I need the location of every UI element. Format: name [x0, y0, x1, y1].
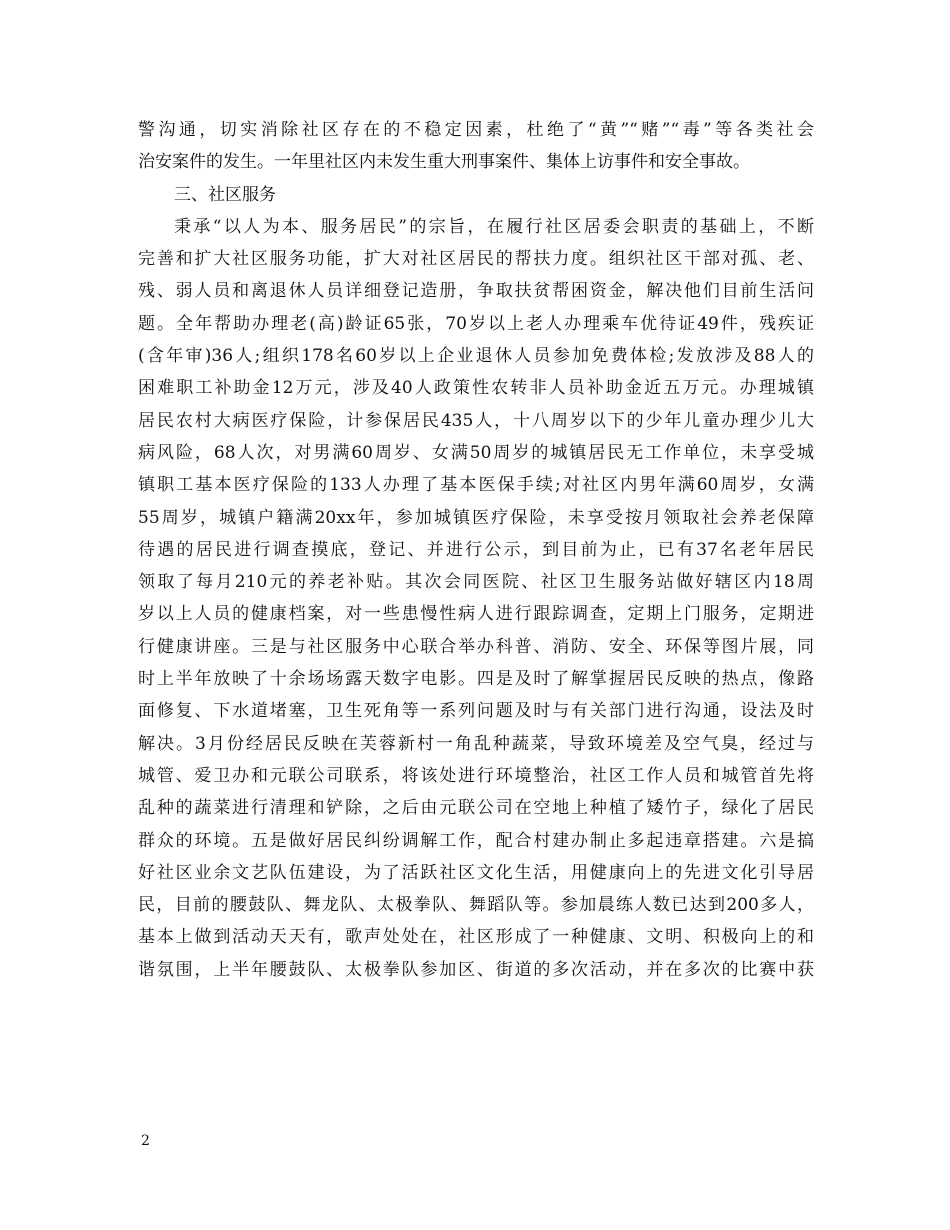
text-line: 基本上做到活动天天有，歌声处处在，社区形成了一种健康、文明、积极向上的和: [138, 927, 814, 948]
text-line: 残、弱人员和离退休人员详细登记造册，争取扶贫帮困资金，解决他们目前生活问: [138, 281, 814, 302]
text-line: 治安案件的发生。一年里社区内未发生重大刑事案件、集体上访事件和安全事故。: [138, 152, 750, 173]
text-line: 警沟通，切实消除社区存在的不稳定因素，杜绝了“黄”“赌”“毒”等各类社会: [138, 120, 814, 140]
text-line: 病风险，68人次，对男满60周岁、女满50周岁的城镇居民无工作单位，未享受城: [138, 442, 814, 463]
text-line: 城管、爱卫办和元联公司联系，将该处进行环境整治，社区工作人员和城管首先将: [138, 765, 814, 786]
text-line: 时上半年放映了十余场场露天数字电影。四是及时了解掌握居民反映的热点，像路: [138, 669, 814, 690]
text-line: (含年审)36人;组织178名60岁以上企业退休人员参加免费体检;发放涉及88人的: [138, 346, 814, 367]
text-line: 谐氛围，上半年腰鼓队、太极拳队参加区、街道的多次活动，并在多次的比赛中获: [138, 959, 814, 980]
text-line: 乱种的蔬菜进行清理和铲除，之后由元联公司在空地上种植了矮竹子，绿化了居民: [138, 798, 814, 819]
text-line: 好社区业余文艺队伍建设，为了活跃社区文化生活，用健康向上的先进文化引导居: [138, 862, 814, 883]
text-line: 题。全年帮助办理老(高)龄证65张，70岁以上老人办理乘车优待证49件，残疾证: [138, 313, 814, 334]
text-line: 解决。3月份经居民反映在芙蓉新村一角乱种蔬菜，导致环境差及空气臭，经过与: [138, 733, 814, 754]
text-line: 居民农村大病医疗保险，计参保居民435人，十八周岁以下的少年儿童办理少儿大: [138, 410, 814, 431]
text-line: 民，目前的腰鼓队、舞龙队、太极拳队、舞蹈队等。参加晨练人数已达到200多人，: [138, 895, 814, 916]
text-line: 待遇的居民进行调查摸底，登记、并进行公示，到目前为止，已有37名老年居民: [138, 539, 814, 560]
text-line: 55周岁，城镇户籍满20xx年，参加城镇医疗保险，未享受按月领取社会养老保障: [138, 507, 814, 528]
text-line: 行健康讲座。三是与社区服务中心联合举办科普、消防、安全、环保等图片展，同: [138, 636, 814, 657]
text-line: 面修复、下水道堵塞，卫生死角等一系列问题及时与有关部门进行沟通，设法及时: [138, 701, 814, 722]
text-line: 岁以上人员的健康档案，对一些患慢性病人进行跟踪调查，定期上门服务，定期进: [138, 604, 814, 625]
text-line: 困难职工补助金12万元，涉及40人政策性农转非人员补助金近五万元。办理城镇: [138, 378, 814, 399]
page-number: 2: [141, 1133, 150, 1149]
text-line: 完善和扩大社区服务功能，扩大对社区居民的帮扶力度。组织社区干部对孤、老、: [138, 249, 814, 270]
body-text: [138, 114, 814, 986]
text-line: 镇职工基本医疗保险的133人办理了基本医保手续;对社区内男年满60周岁，女满: [138, 475, 814, 496]
section-heading: 三、社区服务: [174, 184, 276, 205]
text-line: 群众的环境。五是做好居民纠纷调解工作，配合村建办制止多起违章搭建。六是搞: [138, 830, 814, 851]
text-line: 领取了每月210元的养老补贴。其次会同医院、社区卫生服务站做好辖区内18周: [138, 572, 814, 593]
text-line: 秉承“以人为本、服务居民”的宗旨，在履行社区居委会职责的基础上，不断: [174, 216, 814, 237]
